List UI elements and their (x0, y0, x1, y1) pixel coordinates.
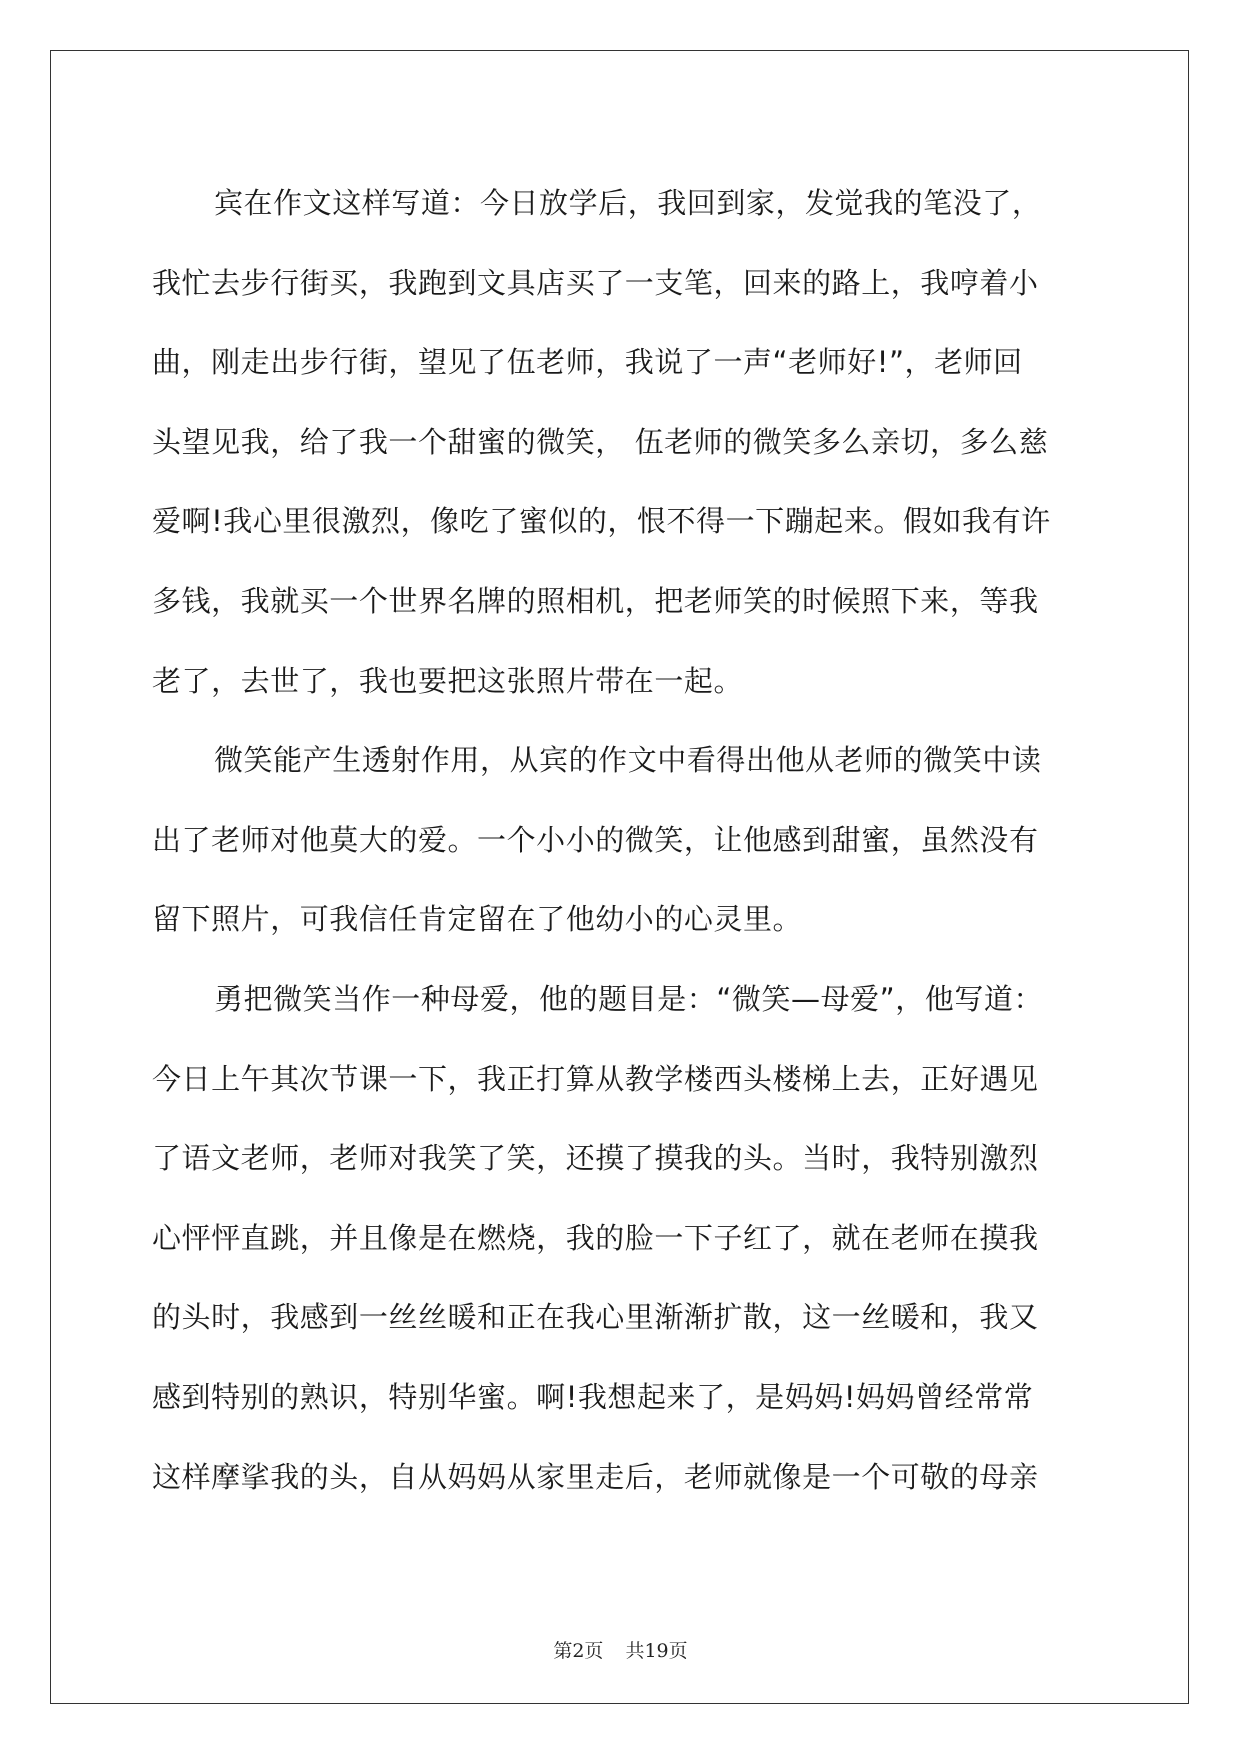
text-line: 感到特别的熟识，特别华蜜。啊!我想起来了，是妈妈!妈妈曾经常常 (152, 1379, 1034, 1414)
text-line: 了语文老师，老师对我笑了笑，还摸了摸我的头。当时，我特别激烈 (152, 1141, 1039, 1176)
text-line: 老了，去世了，我也要把这张照片带在一起。 (152, 663, 744, 698)
text-line: 微笑能产生透射作用，从宾的作文中看得出他从老师的微笑中读 (214, 743, 1042, 778)
paragraph (152, 164, 1092, 721)
text-line: 的头时，我感到一丝丝暖和正在我心里渐渐扩散，这一丝暖和，我又 (152, 1300, 1039, 1335)
text-line: 曲，刚走出步行街，望见了伍老师，我说了一声“老师好!”，老师回 (152, 345, 1023, 380)
page-footer (0, 1636, 1241, 1663)
text-line: 勇把微笑当作一种母爱，他的题目是：“微笑—母爱”，他写道： (214, 981, 1043, 1016)
text-line: 爱啊!我心里很激烈，像吃了蜜似的，恨不得一下蹦起来。假如我有许 (152, 504, 1051, 539)
paragraph (152, 960, 1092, 1517)
text-line: 出了老师对他莫大的爱。一个小小的微笑，让他感到甜蜜，虽然没有 (152, 822, 1039, 857)
text-line: 今日上午其次节课一下，我正打算从教学楼西头楼梯上去，正好遇见 (152, 1061, 1039, 1096)
text-line: 多钱，我就买一个世界名牌的照相机，把老师笑的时候照下来，等我 (152, 583, 1039, 618)
text-line: 我忙去步行街买，我跑到文具店买了一支笔，回来的路上，我哼着小 (152, 265, 1039, 300)
page-number: 第2页 (553, 1640, 604, 1662)
text-line: 这样摩挲我的头，自从妈妈从家里走后，老师就像是一个可敬的母亲 (152, 1459, 1039, 1494)
page-total: 共19页 (625, 1640, 688, 1662)
text-line: 宾在作文这样写道：今日放学后，我回到家，发觉我的笔没了， (214, 186, 1042, 220)
paragraph (152, 721, 1092, 960)
text-line: 留下照片，可我信任肯定留在了他幼小的心灵里。 (152, 902, 803, 937)
document-body (152, 164, 1092, 1517)
text-line: 头望见我，给了我一个甜蜜的微笑， 伍老师的微笑多么亲切，多么慈 (152, 424, 1049, 459)
text-line: 心怦怦直跳，并且像是在燃烧，我的脸一下子红了，就在老师在摸我 (152, 1220, 1039, 1255)
